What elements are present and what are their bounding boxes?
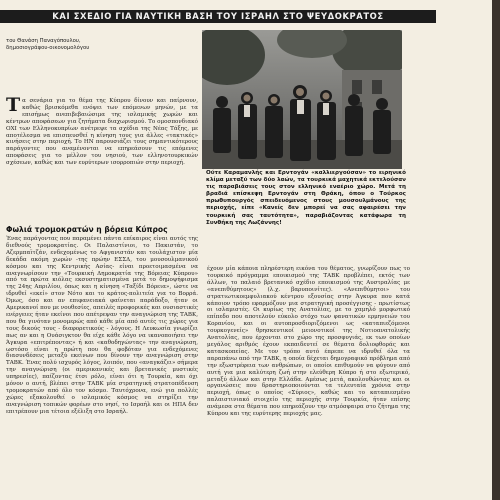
intro-text: α σενάρια για το θέμα της Κύπρου δίνουν και παίρνουν, καθώς βρισκόμεθα ενόψει των επόμενων μηνών, με τα επισήμως ανεπιβεβαιώσιμα της ισλαμικής χωρών και κέντρων αποφάσεων για ζητήματα διαχωρισμού. Το ομοσπονδιακό ΟΧΙ των Ελληνοκυπρίων ανέτρεψε τα σχέδια της Νέας Τάξης, με αποτέλεσμα να επισπευσθεί η κίνηση τους για άλλες «τακτικές» κινήσεις στην περιοχή. Το ΗΝ παρουσιάζει τους σημαντικότερους παράγοντες που αναμένονται να επηρεάσουν τις επόμενες αποφάσεις για το μέλλον του νησιού, των ελληνοτουρκικών σχέσεων, καθώς και των ευρύτερων ισορροπιών στην περιοχή.: [6, 98, 198, 167]
column-two-text: έχουν μία κάποια πληρέστερη εικόνα του θέματος, γνωρίζουν πως το τουρκικό πρόγραμμα εποικισμού της ΤΑΒΚ προβλέπει, εκτός των άλλων, το παλαιό βρετανικό σχέδιο εποικισμού της Αυστραλίας με «ανεπιθύμητους» (λ.χ. βαρυποινίτες). «Ανεπιθύμητοι» του στρατιωτικοεμφυλιακού κέντρου εξουσίας στην Άγκυρα που κατά κάποιον τρόπο εφαρμόζουν μια στρατηγική προσέγγισης - πρωτίστως οι ισλαμιστές. Οι κυρίως της Ανατολίας, με το χαμηλό μορφωτικό επίπεδο που αποτελούν εύκολο στόχο των φανατικών ερμηνειών του Κορανίου, και οι αυτοπροσδιοριζόμενοι ως «καταπιεζόμενοι τουρκογενείς» θρησκευτικοί μειονοτικοί της Νοτιοανατολικής Ανατολίας, που έρχονται στο χώρο της προσφυγιάς, εκ των οποίων μεγάλος αριθμός έχουν εκπαιδευτεί σε θέματα δολιοφθοράς και κατασκοπείας. Με τον τρόπο αυτό έπρεπε να ιδρυθεί όλα τα παραπάνω από την ΤΑΒΚ, η οποία δέχεται δημογραφικό πρόβλημα από την εξωστρέφεια των ανθρώπων, οι οποίοι επιθυμούν να φύγουν από αυτή για μια καλύτερη ζωή στην ελεύθερη Κύπρο ή στο εξωτερικό, μεταξύ άλλων και στην Ελλάδα. Αμέσως μετά, ακολουθώντας και οι οργανώσεις που δραστηριοποιούνται τα τελευταία χρόνια στην περιοχή, όπως ο οποίος «Σύριος», καθώς και το καταπιεσμένο παλαιστινιακό στοιχείο της περιοχής στην Τουρκία, ήταν επίσης ανάμεσα στα θέματα που επηρεάζουν την ατμόσφαιρα στο ζήτημα της Κύπρου και της ευρύτερης περιοχής μας.: [207, 266, 410, 418]
dropcap: Τ: [6, 94, 21, 116]
byline-title: δημοσιογράφου-οικονομολόγου: [6, 45, 90, 51]
column-one-text: Ένας παράγοντας που παραμένει πάντα επίκαιρος είναι αυτός της διεθνούς τρομοκρατίας. Οι Παλαιστίνιοι, το Πακιστάν, το Αζερμπαϊτζάν, ενδεχομένως το Αφγανιστάν και τουλάχιστον μία δεκάδα ακόμη χωρών -της πρώην ΕΣΣΔ, του μουσουλμανικού κόσμου και της Κεντρικής Ασίας- είναι προετοιμασμένα να αναγνωρίσουν την «Τουρκική Δημοκρατία της Βόρειας Κύπρου» από τα πρώτα κιόλας εκσυστηματισμένα μετά το δημοψήφισμα της 24ης Απριλίου, όπως και η κίνηση «Ταξίδι Βόρεια», ώστε να ιδρυθεί «εκεί» στον Νότο και το κράτος-πολιτεία για το Βορρά. Όμως, όσο και αν επιφανειακά φαίνεται παράδοξο, ήταν οι Αμερικανοί που με νουθεσίες, απειλές προφορικές και ουσιαστικές ενέργειες ήταν εκείνοι που απέτρεψαν την αναγνώριση της ΤΑΒΚ, που θα γινόταν μονομερώς από κάθε μία από αυτές τις χώρες για τους δικούς τους - διαφορετικούς - λόγους. Η Λευκωσία γνωρίζει πως αν και η Ουάσιγκτον θα είχε κάθε λόγο να ικανοποιήσει την Άγκυρα «επιτρέποντας» ή και «καθοδηγώντας» την αναγνώριση, ωστόσο είναι η πρώτη που θα φοβόταν για ενδεχόμενες διασυνδέσεις μεταξύ εκείνων που δίνουν την αναγνώριση στην ΤΑΒΚ. Ένας πολύ ισχυρός λόγος, λοιπόν, που «αναγκάζει» σήμερα την αναγνώριση (οι αμερικανικές και βρετανικές μυστικές υπηρεσίες), παίζοντας έτσι ρόλο, είναι ότι η Τουρκία, και όχι μόνον ο αυτή, βλέπει στην ΤΑΒΚ μία στρατηγική στρατοπέδευση τρομοκρατών από όλο τον κόσμο. Ταυτόχρονα, ενώ για πολλές χώρες εξακολουθεί ο ισλαμικός κόσμος να στηρίζει την αναγνώριση τοπικών φορέων στο νησί, το Ισραήλ και οι ΗΠΑ δεν επιτρέπουν μια τέτοια εξέλιξη στο Ισραήλ.: [6, 236, 198, 415]
photo-illustration: [202, 30, 402, 169]
byline: [6, 38, 196, 52]
news-photo: [202, 30, 402, 169]
section-subheading: Φωλιά τρομοκρατών η βόρεια Κύπρος: [6, 225, 168, 234]
article-banner: ΚΑΙ ΣΧΕΔΙΟ ΓΙΑ ΝΑΥΤΙΚΗ ΒΑΣΗ ΤΟΥ ΙΣΡΑΗΛ ΣΤΟ ΨΕΥΔΟΚΡΑΤΟΣ: [0, 10, 436, 23]
photo-caption: Ούτε Καραμανλής και Ερντογάν «καλλιεργούσαν» το ειρηνικό κλίμα μεταξύ των δύο λαών, τα τουρκικά μαχητικά εκτελούσαν τις παραβιάσεις τους στον ελληνικό εναέριο χώρο. Μετά τη βραδιά επίσκεψη Ερντογάν στη Θράκη, όπου ο Τούρκος πρωθυπουργός σπειδευόμενος στους μουσουλμάνους της περιοχής, είπε «Κανείς δεν μπορεί να σας αφαιρέσει την τουρκική σας ταυτότητα», παραβιάζοντας κατάφωρα τη Συνθήκη της Λωζάννης!: [206, 170, 406, 226]
byline-author: του Θανάση Παναγόπουλου,: [6, 38, 81, 44]
intro-paragraph: [6, 94, 198, 167]
page-edge-shadow: [492, 0, 500, 500]
